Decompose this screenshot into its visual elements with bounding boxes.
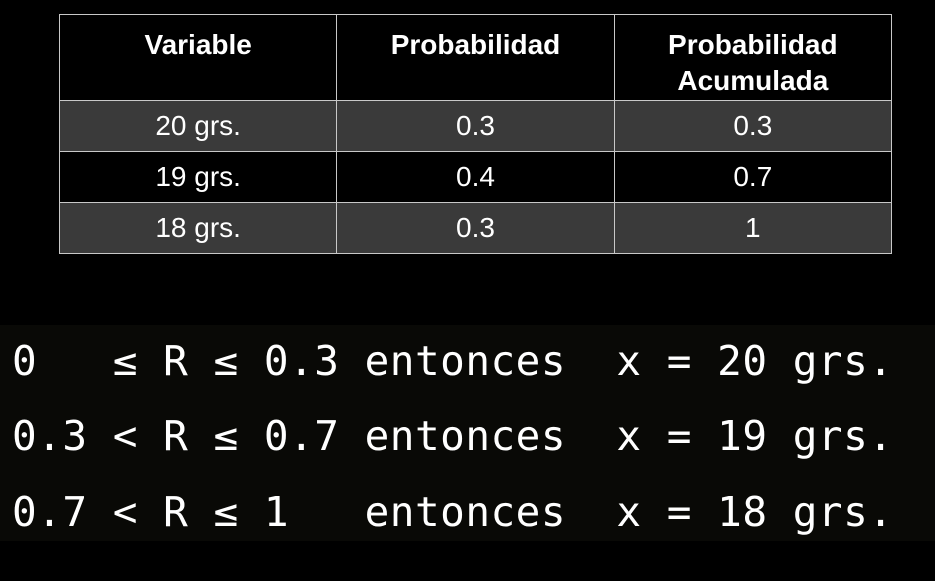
cell-variable: 18 grs. [60, 203, 337, 254]
header-probabilidad: Probabilidad [337, 15, 614, 101]
cell-acumulada: 0.7 [614, 152, 891, 203]
table-row [60, 101, 892, 152]
rule-line-2: 0.3 < R ≤ 0.7 entonces x = 19 grs. [12, 412, 894, 460]
header-probabilidad-acumulada-text: Probabilidad Acumulada [668, 29, 838, 96]
table-body [60, 101, 892, 254]
header-probabilidad-acumulada [614, 15, 891, 101]
table-row [60, 203, 892, 254]
cell-acumulada: 1 [614, 203, 891, 254]
cell-acumulada: 0.3 [614, 101, 891, 152]
cell-variable: 20 grs. [60, 101, 337, 152]
cell-probabilidad: 0.4 [337, 152, 614, 203]
table-row [60, 152, 892, 203]
header-variable: Variable [60, 15, 337, 101]
cell-probabilidad: 0.3 [337, 101, 614, 152]
table-header [60, 15, 892, 101]
rule-line-3: 0.7 < R ≤ 1 entonces x = 18 grs. [12, 488, 894, 536]
header-row [60, 15, 892, 101]
cell-probabilidad: 0.3 [337, 203, 614, 254]
probability-table-container [59, 14, 892, 254]
rule-line-1: 0 ≤ R ≤ 0.3 entonces x = 20 grs. [12, 337, 894, 385]
cell-variable: 19 grs. [60, 152, 337, 203]
probability-table [59, 14, 892, 254]
assignment-rules-panel [0, 325, 935, 541]
